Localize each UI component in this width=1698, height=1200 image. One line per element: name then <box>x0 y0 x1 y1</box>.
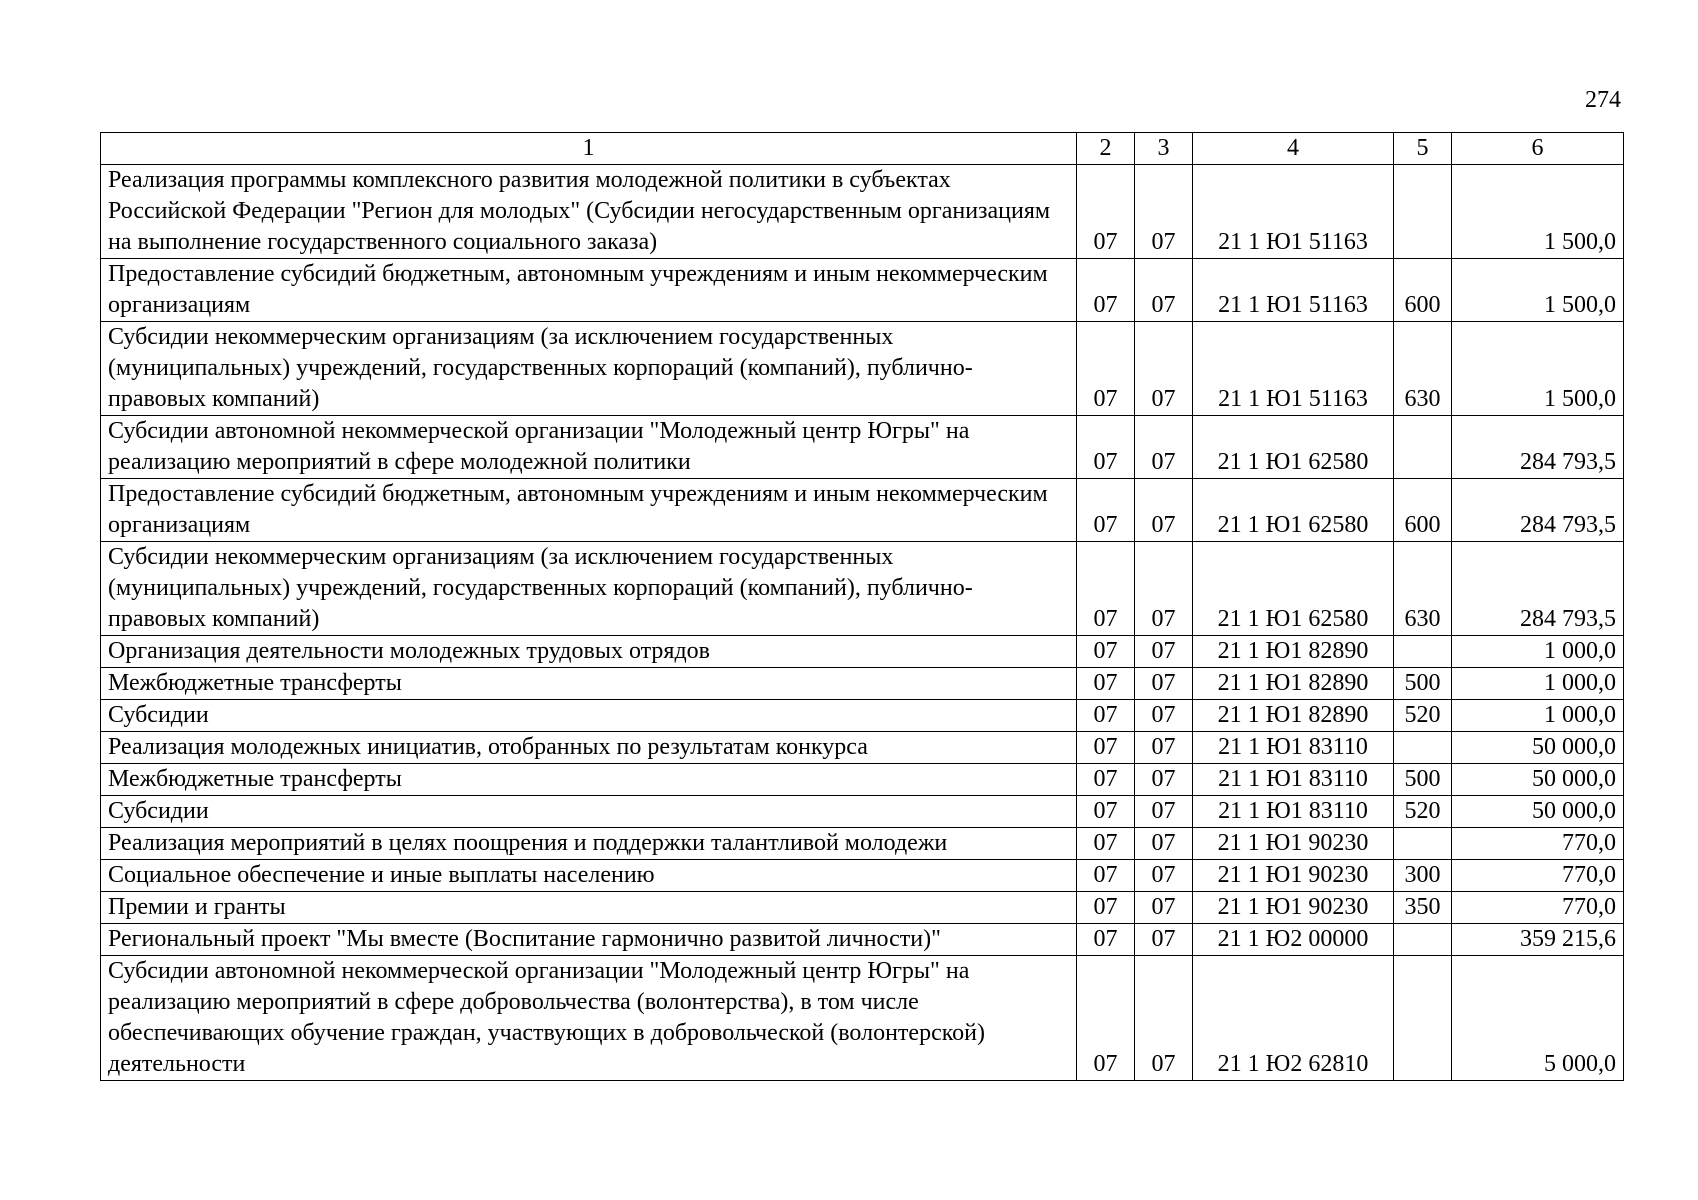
header-cell-subsection: 3 <box>1135 133 1193 165</box>
cell-amount: 1 500,0 <box>1452 165 1624 259</box>
cell-section: 07 <box>1077 542 1135 636</box>
cell-target-code: 21 1 Ю1 82890 <box>1193 636 1394 668</box>
cell-expense-type <box>1394 416 1452 479</box>
cell-name: Предоставление субсидий бюджетным, автономным учреждениям и иным некоммерческим организациям <box>101 259 1077 322</box>
cell-amount: 284 793,5 <box>1452 542 1624 636</box>
cell-amount: 770,0 <box>1452 828 1624 860</box>
cell-section: 07 <box>1077 700 1135 732</box>
cell-target-code: 21 1 Ю1 62580 <box>1193 542 1394 636</box>
table-row <box>101 764 1624 796</box>
table-row <box>101 700 1624 732</box>
cell-subsection: 07 <box>1135 322 1193 416</box>
cell-amount: 1 500,0 <box>1452 259 1624 322</box>
cell-expense-type: 520 <box>1394 796 1452 828</box>
table-row <box>101 165 1624 259</box>
cell-section: 07 <box>1077 924 1135 956</box>
cell-section: 07 <box>1077 732 1135 764</box>
cell-amount: 284 793,5 <box>1452 416 1624 479</box>
cell-subsection: 07 <box>1135 479 1193 542</box>
cell-name: Субсидии некоммерческим организациям (за исключением государственных (муниципальных) учреждений, государственных корпораций (компаний), публично-правовых компаний) <box>101 542 1077 636</box>
cell-target-code: 21 1 Ю1 90230 <box>1193 860 1394 892</box>
cell-expense-type: 520 <box>1394 700 1452 732</box>
cell-target-code: 21 1 Ю1 51163 <box>1193 322 1394 416</box>
cell-section: 07 <box>1077 322 1135 416</box>
cell-section: 07 <box>1077 259 1135 322</box>
table-row <box>101 416 1624 479</box>
table-row <box>101 892 1624 924</box>
table-row <box>101 732 1624 764</box>
cell-name: Межбюджетные трансферты <box>101 668 1077 700</box>
cell-subsection: 07 <box>1135 416 1193 479</box>
cell-subsection: 07 <box>1135 542 1193 636</box>
cell-subsection: 07 <box>1135 636 1193 668</box>
cell-target-code: 21 1 Ю1 90230 <box>1193 828 1394 860</box>
cell-target-code: 21 1 Ю1 51163 <box>1193 259 1394 322</box>
cell-target-code: 21 1 Ю1 82890 <box>1193 700 1394 732</box>
cell-name: Организация деятельности молодежных трудовых отрядов <box>101 636 1077 668</box>
header-cell-amount: 6 <box>1452 133 1624 165</box>
cell-section: 07 <box>1077 165 1135 259</box>
cell-target-code: 21 1 Ю1 82890 <box>1193 668 1394 700</box>
cell-name: Региональный проект "Мы вместе (Воспитание гармонично развитой личности)" <box>101 924 1077 956</box>
header-cell-expense-type: 5 <box>1394 133 1452 165</box>
table-row <box>101 668 1624 700</box>
cell-subsection: 07 <box>1135 956 1193 1081</box>
cell-amount: 1 500,0 <box>1452 322 1624 416</box>
cell-expense-type: 300 <box>1394 860 1452 892</box>
cell-section: 07 <box>1077 828 1135 860</box>
cell-amount: 770,0 <box>1452 860 1624 892</box>
cell-subsection: 07 <box>1135 892 1193 924</box>
cell-subsection: 07 <box>1135 259 1193 322</box>
cell-amount: 50 000,0 <box>1452 796 1624 828</box>
cell-expense-type <box>1394 956 1452 1081</box>
cell-name: Социальное обеспечение и иные выплаты населению <box>101 860 1077 892</box>
cell-name: Субсидии <box>101 796 1077 828</box>
cell-expense-type: 500 <box>1394 764 1452 796</box>
cell-target-code: 21 1 Ю1 83110 <box>1193 732 1394 764</box>
cell-expense-type: 350 <box>1394 892 1452 924</box>
cell-amount: 1 000,0 <box>1452 636 1624 668</box>
cell-subsection: 07 <box>1135 668 1193 700</box>
table-body <box>101 165 1624 1081</box>
cell-target-code: 21 1 Ю1 83110 <box>1193 796 1394 828</box>
cell-subsection: 07 <box>1135 764 1193 796</box>
cell-amount: 770,0 <box>1452 892 1624 924</box>
cell-expense-type: 600 <box>1394 259 1452 322</box>
cell-name: Субсидии <box>101 700 1077 732</box>
table-row <box>101 636 1624 668</box>
cell-name: Субсидии некоммерческим организациям (за исключением государственных (муниципальных) учреждений, государственных корпораций (компаний), публично-правовых компаний) <box>101 322 1077 416</box>
cell-target-code: 21 1 Ю1 90230 <box>1193 892 1394 924</box>
cell-target-code: 21 1 Ю1 51163 <box>1193 165 1394 259</box>
cell-subsection: 07 <box>1135 924 1193 956</box>
cell-expense-type: 600 <box>1394 479 1452 542</box>
cell-section: 07 <box>1077 796 1135 828</box>
cell-subsection: 07 <box>1135 860 1193 892</box>
table-row <box>101 479 1624 542</box>
cell-name: Предоставление субсидий бюджетным, автономным учреждениям и иным некоммерческим организациям <box>101 479 1077 542</box>
table-row <box>101 924 1624 956</box>
cell-amount: 359 215,6 <box>1452 924 1624 956</box>
header-cell-name: 1 <box>101 133 1077 165</box>
cell-section: 07 <box>1077 956 1135 1081</box>
cell-amount: 5 000,0 <box>1452 956 1624 1081</box>
budget-table <box>100 132 1624 1081</box>
cell-name: Межбюджетные трансферты <box>101 764 1077 796</box>
cell-target-code: 21 1 Ю1 62580 <box>1193 479 1394 542</box>
cell-name: Реализация программы комплексного развития молодежной политики в субъектах Российской Федерации "Регион для молодых" (Субсидии негосударственным организациям на выполнение государственного социального заказа) <box>101 165 1077 259</box>
cell-target-code: 21 1 Ю2 62810 <box>1193 956 1394 1081</box>
cell-section: 07 <box>1077 636 1135 668</box>
cell-amount: 50 000,0 <box>1452 764 1624 796</box>
table-row <box>101 259 1624 322</box>
cell-expense-type <box>1394 924 1452 956</box>
table-row <box>101 828 1624 860</box>
cell-section: 07 <box>1077 892 1135 924</box>
cell-name: Реализация мероприятий в целях поощрения и поддержки талантливой молодежи <box>101 828 1077 860</box>
cell-expense-type: 630 <box>1394 322 1452 416</box>
cell-subsection: 07 <box>1135 700 1193 732</box>
cell-subsection: 07 <box>1135 796 1193 828</box>
cell-expense-type: 630 <box>1394 542 1452 636</box>
cell-section: 07 <box>1077 860 1135 892</box>
cell-expense-type <box>1394 636 1452 668</box>
cell-expense-type <box>1394 828 1452 860</box>
cell-section: 07 <box>1077 416 1135 479</box>
cell-name: Субсидии автономной некоммерческой организации "Молодежный центр Югры" на реализацию мероприятий в сфере молодежной политики <box>101 416 1077 479</box>
cell-expense-type <box>1394 732 1452 764</box>
cell-amount: 284 793,5 <box>1452 479 1624 542</box>
cell-expense-type: 500 <box>1394 668 1452 700</box>
cell-target-code: 21 1 Ю2 00000 <box>1193 924 1394 956</box>
table-row <box>101 796 1624 828</box>
cell-target-code: 21 1 Ю1 83110 <box>1193 764 1394 796</box>
table-row <box>101 542 1624 636</box>
cell-subsection: 07 <box>1135 165 1193 259</box>
cell-section: 07 <box>1077 764 1135 796</box>
cell-subsection: 07 <box>1135 828 1193 860</box>
cell-name: Реализация молодежных инициатив, отобранных по результатам конкурса <box>101 732 1077 764</box>
cell-amount: 1 000,0 <box>1452 668 1624 700</box>
table-row <box>101 860 1624 892</box>
cell-amount: 50 000,0 <box>1452 732 1624 764</box>
header-cell-section: 2 <box>1077 133 1135 165</box>
cell-name: Премии и гранты <box>101 892 1077 924</box>
cell-section: 07 <box>1077 668 1135 700</box>
cell-name: Субсидии автономной некоммерческой организации "Молодежный центр Югры" на реализацию мероприятий в сфере добровольчества (волонтерства), в том числе обеспечивающих обучение граждан, участвующих в добровольческой (волонтерской) деятельности <box>101 956 1077 1081</box>
cell-expense-type <box>1394 165 1452 259</box>
table-row <box>101 956 1624 1081</box>
header-cell-target-code: 4 <box>1193 133 1394 165</box>
header-row <box>101 133 1624 165</box>
cell-target-code: 21 1 Ю1 62580 <box>1193 416 1394 479</box>
table-row <box>101 322 1624 416</box>
cell-subsection: 07 <box>1135 732 1193 764</box>
cell-amount: 1 000,0 <box>1452 700 1624 732</box>
cell-section: 07 <box>1077 479 1135 542</box>
page-number: 274 <box>1585 87 1621 113</box>
